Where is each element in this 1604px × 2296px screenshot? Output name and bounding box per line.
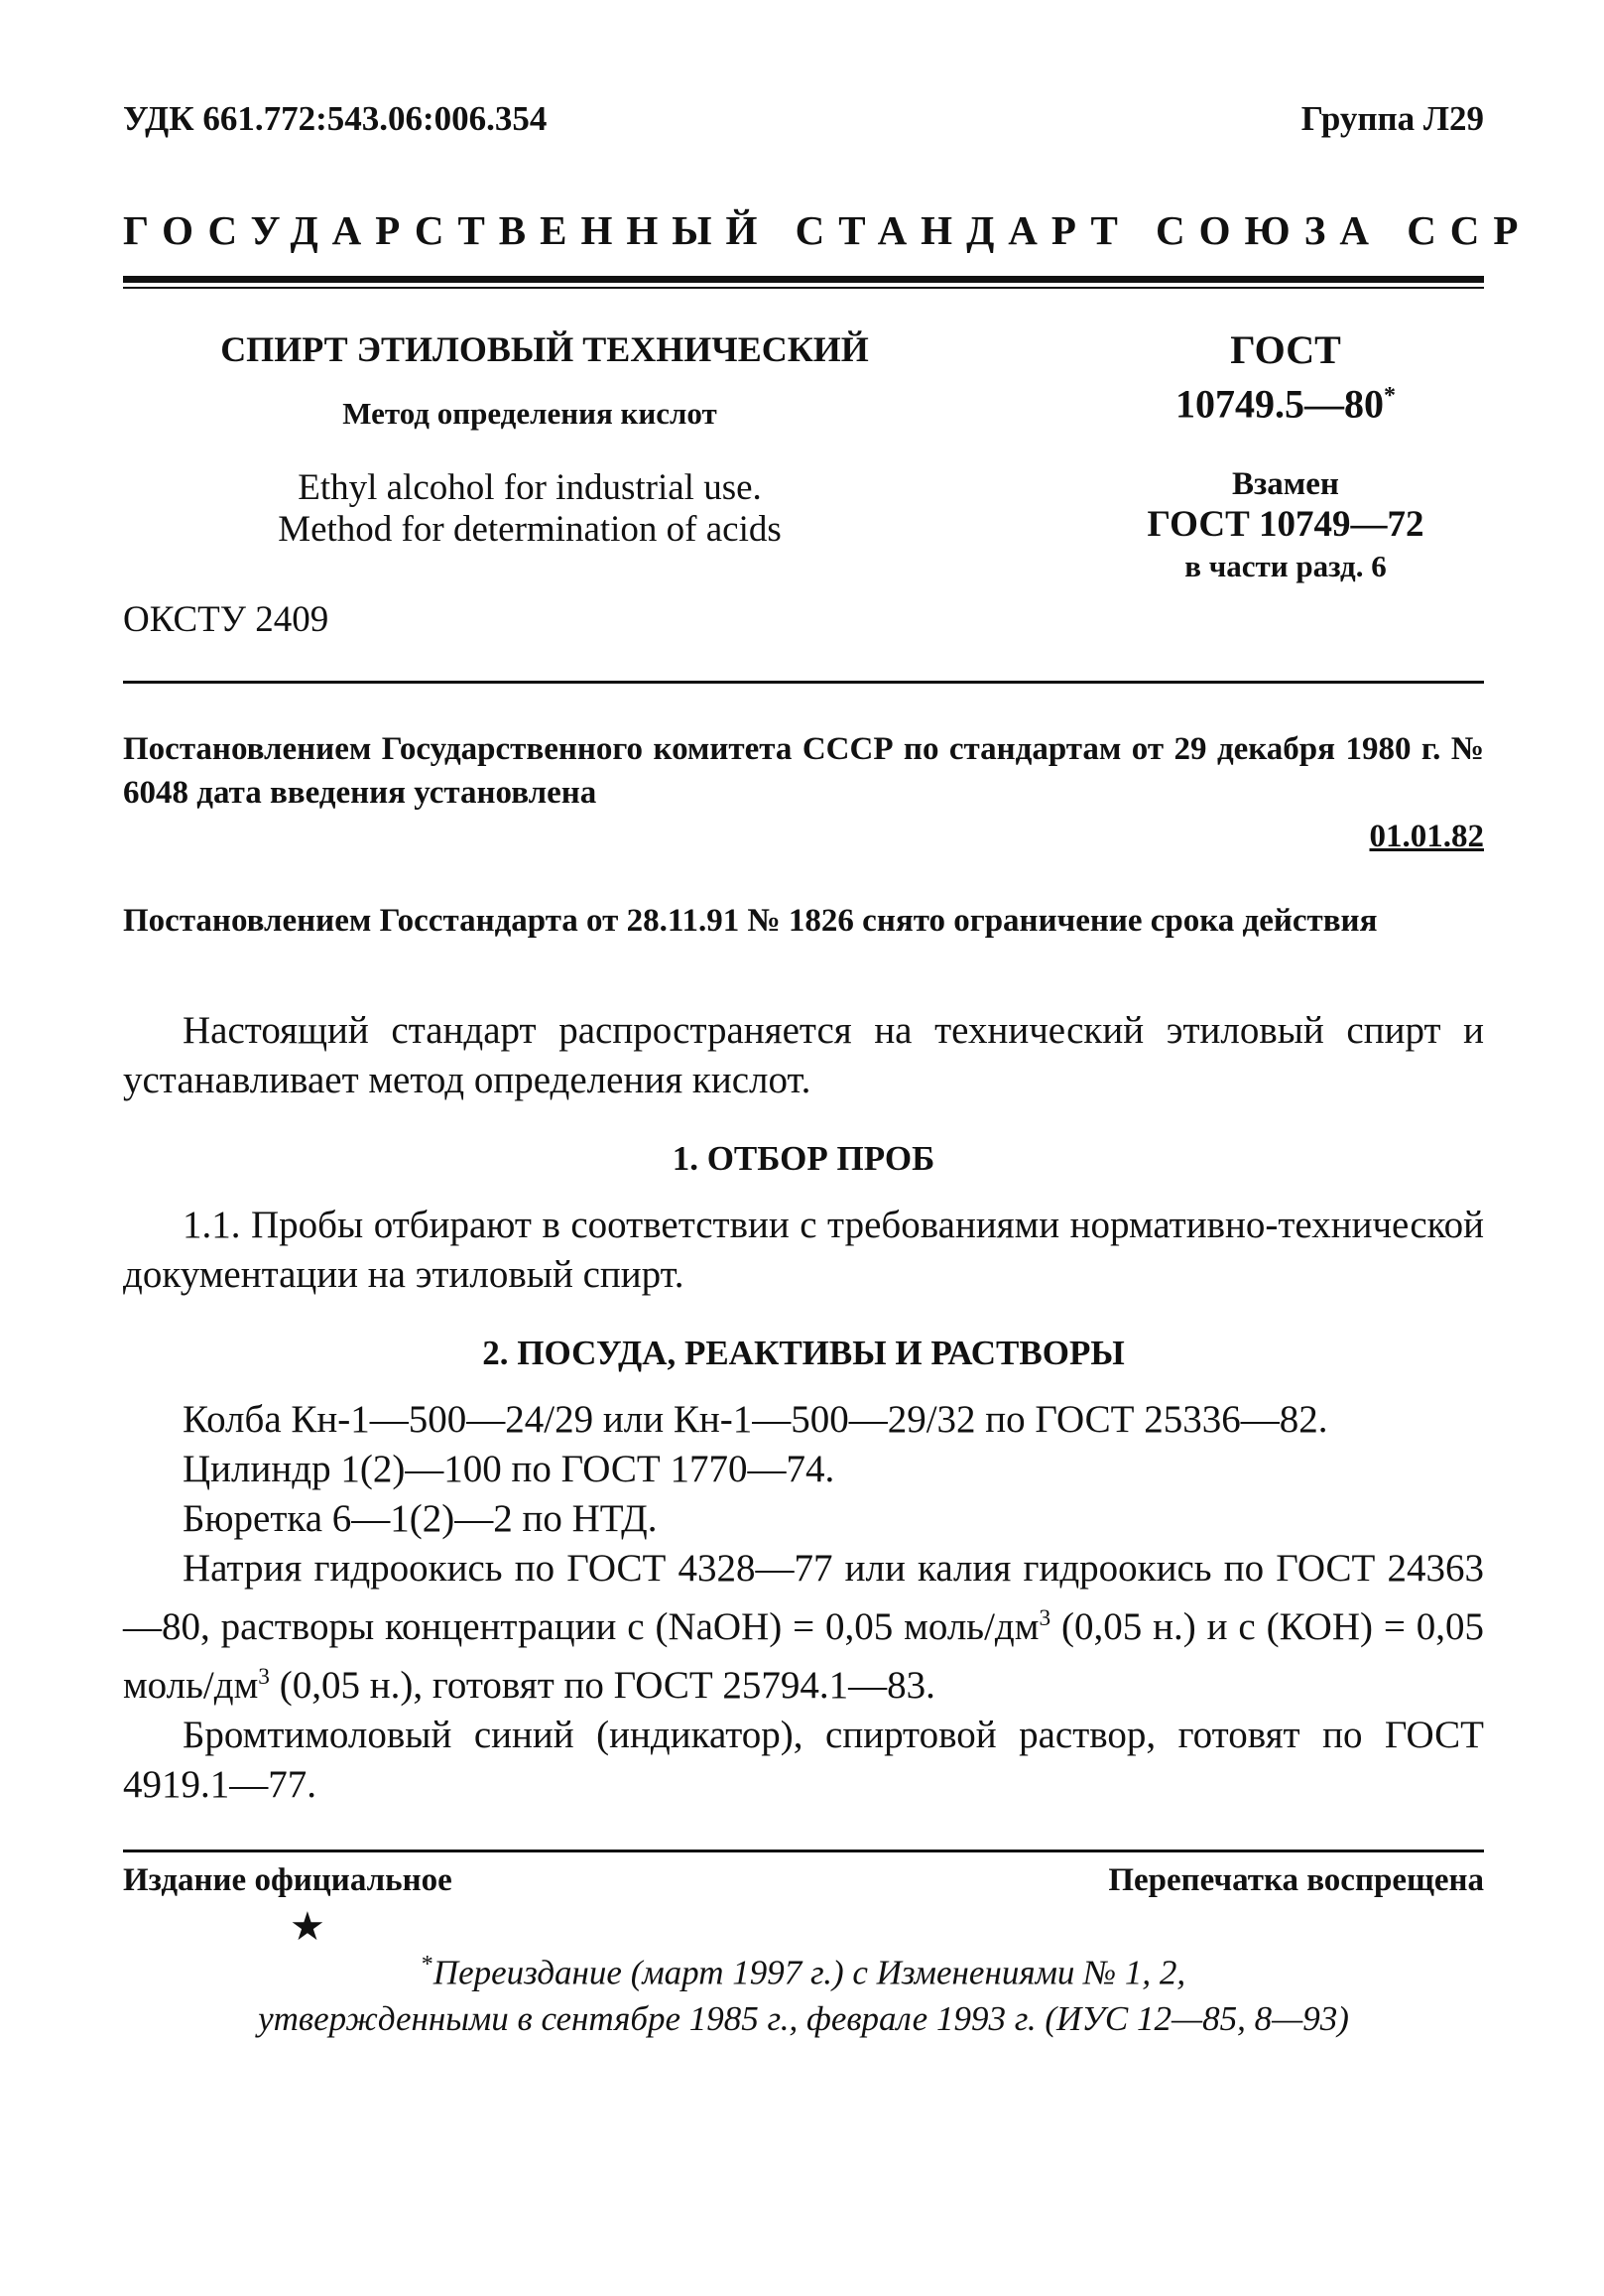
gost-number: [1097, 372, 1474, 428]
replaces-document: ГОСТ 10749—72: [1147, 504, 1424, 546]
decree-text-2: Постановлением Госстандарта от 28.11.91 № 1826 снято ограничение срока действия: [123, 903, 1378, 939]
english-title-line-1: Ethyl alcohol for industrial use.: [298, 467, 762, 508]
hydroxide-part-b: (0,05 н.) и с (КОН) = 0,05 моль/дм: [123, 1605, 1484, 1707]
star-icon: ★: [290, 1904, 325, 1949]
title-block: [123, 328, 1484, 641]
title-divider: [123, 681, 1484, 684]
reprint-prohibited-label: Перепечатка воспрещена: [1108, 1862, 1484, 1898]
document-subtitle: Метод определения кислот: [342, 396, 717, 431]
section-title-2: 2. ПОСУДА, РЕАКТИВЫ И РАСТВОРЫ: [482, 1334, 1125, 1372]
intro-paragraph: Настоящий стандарт распространяется на технический этиловый спирт и устанавливает метод определения кислот.: [123, 1009, 1484, 1101]
section-title-1: 1. ОТБОР ПРОБ: [672, 1139, 935, 1178]
official-edition-label: Издание официальное: [123, 1862, 452, 1898]
title-block-right: [1097, 328, 1474, 641]
okstu-code: ОКСТУ 2409: [123, 599, 329, 640]
footer-row: [123, 1862, 1484, 1899]
section-2-flask: Колба Кн-1—500—24/29 или Кн-1—500—29/32 по ГОСТ 25336—82.: [183, 1398, 1328, 1441]
gost-number-value: 10749.5—80: [1175, 381, 1384, 427]
gost-number-asterisk: *: [1384, 383, 1396, 409]
section-2-hydroxide: [123, 1544, 1484, 1711]
gost-label: ГОСТ: [1230, 327, 1341, 372]
superscript-3b: 3: [258, 1664, 270, 1690]
hydroxide-part-c: (0,05 н.), готовят по ГОСТ 25794.1—83.: [269, 1664, 935, 1707]
section-2-cylinder: Цилиндр 1(2)—100 по ГОСТ 1770—74.: [183, 1448, 835, 1490]
section-2-burette: Бюретка 6—1(2)—2 по НТД.: [183, 1497, 658, 1540]
reissue-asterisk: *: [421, 1952, 433, 1977]
english-title-line-2: Method for determination of acids: [278, 509, 782, 550]
english-title: [123, 467, 936, 551]
udk-code: УДК 661.772:543.06:006.354: [123, 99, 548, 138]
reissue-line-2: утвержденными в сентябре 1985 г., феврале 1993 г. (ИУС 12—85, 8—93): [258, 1998, 1349, 2038]
replaces-label: Взамен: [1232, 466, 1339, 503]
reissue-line-1-text: Переиздание (март 1997 г.) с Изменениями № 1, 2,: [432, 1953, 1186, 1992]
state-standard-title: ГОСУДАРСТВЕННЫЙ СТАНДАРТ СОЮЗА ССР: [123, 207, 1533, 253]
section-1-paragraph: 1.1. Пробы отбирают в соответствии с требованиями нормативно-технической документации на этиловый спирт.: [123, 1204, 1484, 1296]
decree-text: Постановлением Государственного комитета СССР по стандартам от 29 декабря 1980 г. № 6048 дата введения установлена: [123, 731, 1484, 811]
reissue-line-1: [123, 1942, 1484, 1996]
document-title: СПИРТ ЭТИЛОВЫЙ ТЕХНИЧЕСКИЙ: [220, 329, 869, 369]
reissue-note: [123, 1942, 1484, 2042]
section-2-indicator: Бромтимоловый синий (индикатор), спиртовой раствор, готовят по ГОСТ 4919.1—77.: [123, 1714, 1484, 1806]
replaces-part: в части разд. 6: [1184, 549, 1387, 584]
footer-divider: [123, 1850, 1484, 1852]
group-code: Группа Л29: [1300, 99, 1484, 138]
decree-date: 01.01.82: [1369, 819, 1484, 854]
superscript-3a: 3: [1039, 1605, 1051, 1631]
header-line: [123, 99, 1484, 139]
document-page: [123, 99, 1533, 2042]
title-block-left: [123, 328, 936, 641]
hydroxide-part-a: Натрия гидроокись по ГОСТ 4328—77 или калия гидроокись по ГОСТ 24363—80, растворы концентрации с (NaOH) = 0,05 моль/дм: [123, 1547, 1484, 1648]
header-divider: [123, 276, 1484, 289]
